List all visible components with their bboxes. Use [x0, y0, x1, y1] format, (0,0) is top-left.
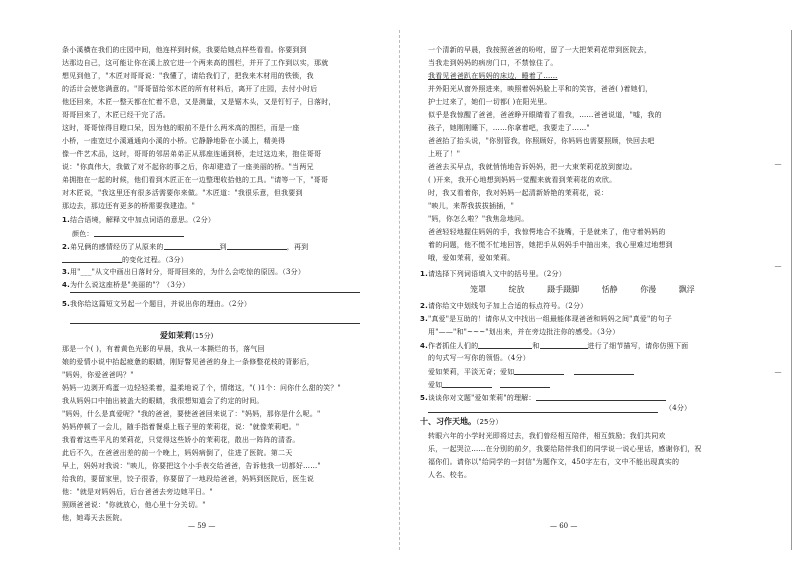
- question-number: 3.: [420, 315, 428, 323]
- story-line: 他，她毒天去医院。: [62, 514, 127, 522]
- passage-line: 像一件艺术品，这时，哥哥的邻居弟弟正从那座连通到桥，走过这边来，抱住哥哥: [62, 150, 322, 158]
- question-text: 用"___"从文中画出日落时分，哥哥回来的，为什么会吃惊的原因。（3分）: [69, 268, 306, 276]
- writing-line: 转眼六年的小学时光即将过去，我们曾经相互陪伴，相互鼓励；我们共同欢: [428, 432, 666, 440]
- question-text: 请选择下列词语填入文中的括号里。（2分）: [427, 270, 566, 278]
- answer-blank[interactable]: [442, 378, 492, 388]
- binding-margin-line: [791, 30, 792, 550]
- question-5: [62, 298, 362, 311]
- question-1: [62, 214, 362, 240]
- question-text: 爱如茉莉，平淡无奇；爱如: [428, 368, 515, 376]
- story-line: 此后不久，在爸爸出差的前一个晚上，妈妈病倒了，住进了医院。第二天: [62, 449, 293, 457]
- passage-line: 哥哥回来了，木匠已经干完了活。: [62, 111, 170, 119]
- story-line: 给我的，要留家里，饺子很香，你要留了一地段给爸爸，妈妈到医院后，医生说: [62, 475, 314, 483]
- story-line: 爸爸轻轻地握住妈妈的手，我惊愕地合不拢嘴，于是就来了，他守着妈妈的: [428, 228, 666, 236]
- r-questions: [420, 300, 730, 404]
- passage-line: 弟拥抱在一起的时候，他们看到木匠正在一边整理收拾他的工具。"请等一下，"哥哥: [62, 176, 329, 184]
- answer-line[interactable]: [70, 292, 360, 293]
- word-option: 你漫: [640, 285, 657, 294]
- question-text: 作者抓住人们的: [427, 342, 479, 350]
- question-number: 5.: [62, 300, 70, 308]
- question-text: 为什么说这座桥是"美丽的"？（3分）: [69, 281, 190, 289]
- story-line: ( )开来，我开心地想到妈妈一觉醒来就看到茉莉花的欢欣。: [428, 176, 617, 184]
- story-line: 孩子，她刚刚睡下，……你拿着吧，我要走了……": [428, 124, 590, 132]
- story-line: 那是一个( )，有着黄色光影的早晨，我从一本撕烂的书，落气回: [62, 345, 265, 353]
- question-text: 结合语境，解释文中加点词语的意思。（2分）: [69, 216, 216, 224]
- story-line: 早上，妈妈对我说："映儿，你要把这个小手表交给爸爸，告诉他我一切都好……": [62, 462, 321, 470]
- question-text: 爱如: [428, 381, 443, 389]
- story-line: 哦，爱如茉莉，爱如茉莉。: [428, 254, 515, 262]
- passage-line: 想见到他了，"木匠对哥哥说："我懂了，请给我们了，把我来木材用的铁锁，我: [62, 72, 314, 80]
- answer-blank[interactable]: [164, 240, 220, 250]
- story-line: 上班了！": [428, 150, 461, 158]
- writing-line: 福你们。请你以"给同学的一封信"为题作文，450字左右，文中不能出现真实的: [428, 458, 680, 466]
- word-option: 绽放: [508, 285, 525, 294]
- answer-blank[interactable]: [574, 365, 634, 375]
- story-line: 着的问题，他不慌不忙地回答，她把手从妈妈手中抽出来，我心里难过地想到: [428, 241, 673, 249]
- story-line: 护士过来了，她们一切都( )在阳光里。: [428, 98, 552, 106]
- story-line: 我从妈妈口中抽出被盖大的眼睛，我很想知道会了约定的时间。: [62, 397, 264, 405]
- answer-blank[interactable]: [500, 378, 550, 388]
- story-line: "妈妈，什么是真爱呢？"我的爸爸，要使爸爸回来说了："妈妈，那你是什么呢。": [62, 410, 321, 418]
- answer-blank[interactable]: [478, 339, 532, 349]
- word-option: 飘浮: [678, 285, 695, 294]
- section-title: 爱如茉莉(15分): [160, 331, 214, 340]
- question-3: [62, 266, 362, 292]
- question-text: 谈谈你对文题"爱如茉莉"的理解：: [427, 394, 536, 402]
- question-2: [62, 240, 362, 266]
- word-option: 笼罩: [470, 285, 486, 294]
- story-line: 照顾爸爸说："你就放心，他心里十分关切。": [62, 501, 206, 509]
- question-number: 2.: [420, 302, 428, 310]
- question-text: 我你给这篇短文另起一个题目，并说出你的理由。（2分）: [69, 300, 252, 308]
- answer-blank[interactable]: [514, 365, 564, 375]
- question-number: 1.: [62, 216, 70, 224]
- question-text: 的变化过程。（3分）: [122, 256, 188, 264]
- story-line: 并外阳光从窗外照进来，映照着妈妈脸上平和的笑容，爸爸( )着她们，: [428, 85, 653, 93]
- answer-blank[interactable]: [536, 391, 666, 401]
- question-text: ，再到: [286, 243, 309, 251]
- story-line: 爸爸去买早点，我就悄悄地告诉妈妈，把一大束茉莉花放到窗边。: [428, 163, 637, 171]
- passage-line: 说："你真伟大，我做了对不起你的事之后，你却建造了一座美丽的桥。"当两兄: [62, 163, 314, 171]
- passage-line: 达那边自己，这可能让你在溪上放它进一个两来高的围栏，并开了工作到以实，那就: [62, 59, 329, 67]
- answer-blank[interactable]: [62, 253, 122, 263]
- question-number: 1.: [420, 270, 428, 278]
- story-line: 他："就是对妈妈后，后台爸爸去旁边她平日。": [62, 488, 213, 496]
- question-text: 和: [532, 342, 540, 350]
- story-line: 爸爸抬了抬头说，"你别管我，你照顾好，你妈妈也需要照顾，快回去吧: [428, 137, 655, 145]
- writing-prompt: [428, 430, 728, 482]
- story-line: 一个清新的早晨，我按照爸爸的吩咐，留了一大把茉莉花带到医院去，: [428, 46, 652, 54]
- story-line: "映儿，来帮我拔拔插插，": [428, 202, 515, 210]
- left-page: [0, 0, 397, 574]
- question-text: 用"——"和"~~~"划出来，并在旁边批注你的感受。（3分）: [428, 328, 620, 336]
- story: [62, 343, 362, 525]
- question-text: 弟兄俩的感情经历了从原来的: [69, 243, 164, 251]
- question-number: 4.: [420, 342, 428, 350]
- answer-blank[interactable]: [227, 240, 287, 250]
- word-option: 蹑手蹑脚: [547, 285, 580, 294]
- writing-section-title: 十、习作天地。（25分）: [420, 417, 503, 426]
- story-line: 当我走到妈妈的病房门口，不禁惊住了。: [428, 59, 558, 67]
- word-options: [470, 284, 695, 295]
- passage-line: 小桥，一座宽过小溪通通向小溪的小桥。它静静地卧在小溪上，精美得: [62, 137, 286, 145]
- answer-blank[interactable]: [540, 339, 588, 349]
- story-continued: [428, 44, 728, 265]
- passage-line: 他还回来，木匠一整天都在忙着不息，又是测量，又是锯木头，又是钉钉子，日落时，: [62, 98, 336, 106]
- question-number: 2.: [62, 243, 70, 251]
- question-text: 进行了细节描写，请你仿照下面: [587, 342, 689, 350]
- story-line: 我看着这些平凡的茉莉花，只觉得这些娇小的茉莉花，散出一阵阵的清香。: [62, 436, 300, 444]
- answer-line[interactable]: [428, 412, 658, 413]
- page-number: — 59 —: [188, 522, 216, 530]
- question-text: 请你给文中划线句子加上合适的标点符号。（2分）: [427, 302, 588, 310]
- story-line: 娘的爱情小说中抬起疲惫的眼睛，刚好瞥见爸爸的身上一条修整花枝的背影后，: [62, 358, 314, 366]
- answer-blank[interactable]: [94, 227, 184, 237]
- story-line: 妈妈停顿了一会儿，随手指着餐桌上瓶子里的茉莉花，说："就像茉莉吧。": [62, 423, 300, 431]
- word-option: 恬静: [601, 285, 618, 294]
- question-text: "真爱"是互助的！请你从文中找出一组最能体现爸爸和妈妈之间"真爱"的句子: [427, 315, 673, 323]
- question-number: 5.: [420, 394, 428, 402]
- story-line: 似乎是我惊醒了爸爸，爸爸睁开眼睛看了看我，……爸爸说道，"嘘，我的: [428, 111, 662, 119]
- writing-line: 乐，一起哭泣……在分别的前夕，我要给陪伴我们的同学说一说心里话，感谢你们，祝: [428, 445, 702, 453]
- story-line: 我看见爸爸趴在妈妈的床边，睡着了……: [428, 72, 558, 80]
- passage-line: 条小溪横在我们的庄园中间，他连样到时候，我要给她点样些看看。你要到到: [62, 46, 307, 54]
- passage-line: 那边去，那边还有更多的桥需要我建造。": [62, 202, 196, 210]
- q5-score: （4分）: [665, 404, 692, 412]
- story-line: 时，我又看着你，我对妈妈一起清新娇艳的茉莉花，说：: [428, 189, 608, 197]
- margin-mark: —: [774, 262, 782, 270]
- story-line: "妈妈，你爱爸爸吗？": [62, 371, 134, 379]
- story-line: 妈妈一边剥开鸡蛋一边轻轻柔着，温柔地说了个，情绪这，"( )1个：问你什么甜的笑？": [62, 384, 341, 392]
- passage-line: 对木匠说，"我这里还有很多活需要你来做。"木匠道："我很乐意，但我要到: [62, 189, 303, 197]
- question-number: 3.: [62, 268, 70, 276]
- question-text: 到: [219, 243, 227, 251]
- question-text: 颜色：: [72, 230, 94, 238]
- answer-line[interactable]: [70, 323, 360, 324]
- passage-line: 的活计会使您满意的。"哥哥留给邻木匠的所有材料后，离开了庄园，去付小时后: [62, 85, 318, 93]
- r-question-1: [420, 268, 730, 281]
- margin-mark: —: [774, 160, 782, 168]
- writing-line: 人名、校名。: [428, 471, 472, 479]
- page-number: — 60 —: [550, 522, 578, 530]
- right-page: [400, 0, 800, 574]
- margin-mark: —: [774, 368, 782, 376]
- story-line: "妈，你怎么啦？"我焦急地问。: [428, 215, 529, 223]
- question-text: 的句式写一写你的领悟。（4分）: [428, 354, 530, 362]
- passage: [62, 44, 362, 213]
- passage-line: 这时，哥哥惊得目瞪口呆，因为他的眼前不是什么两米高的围栏，而是一座: [62, 124, 300, 132]
- question-number: 4.: [62, 281, 70, 289]
